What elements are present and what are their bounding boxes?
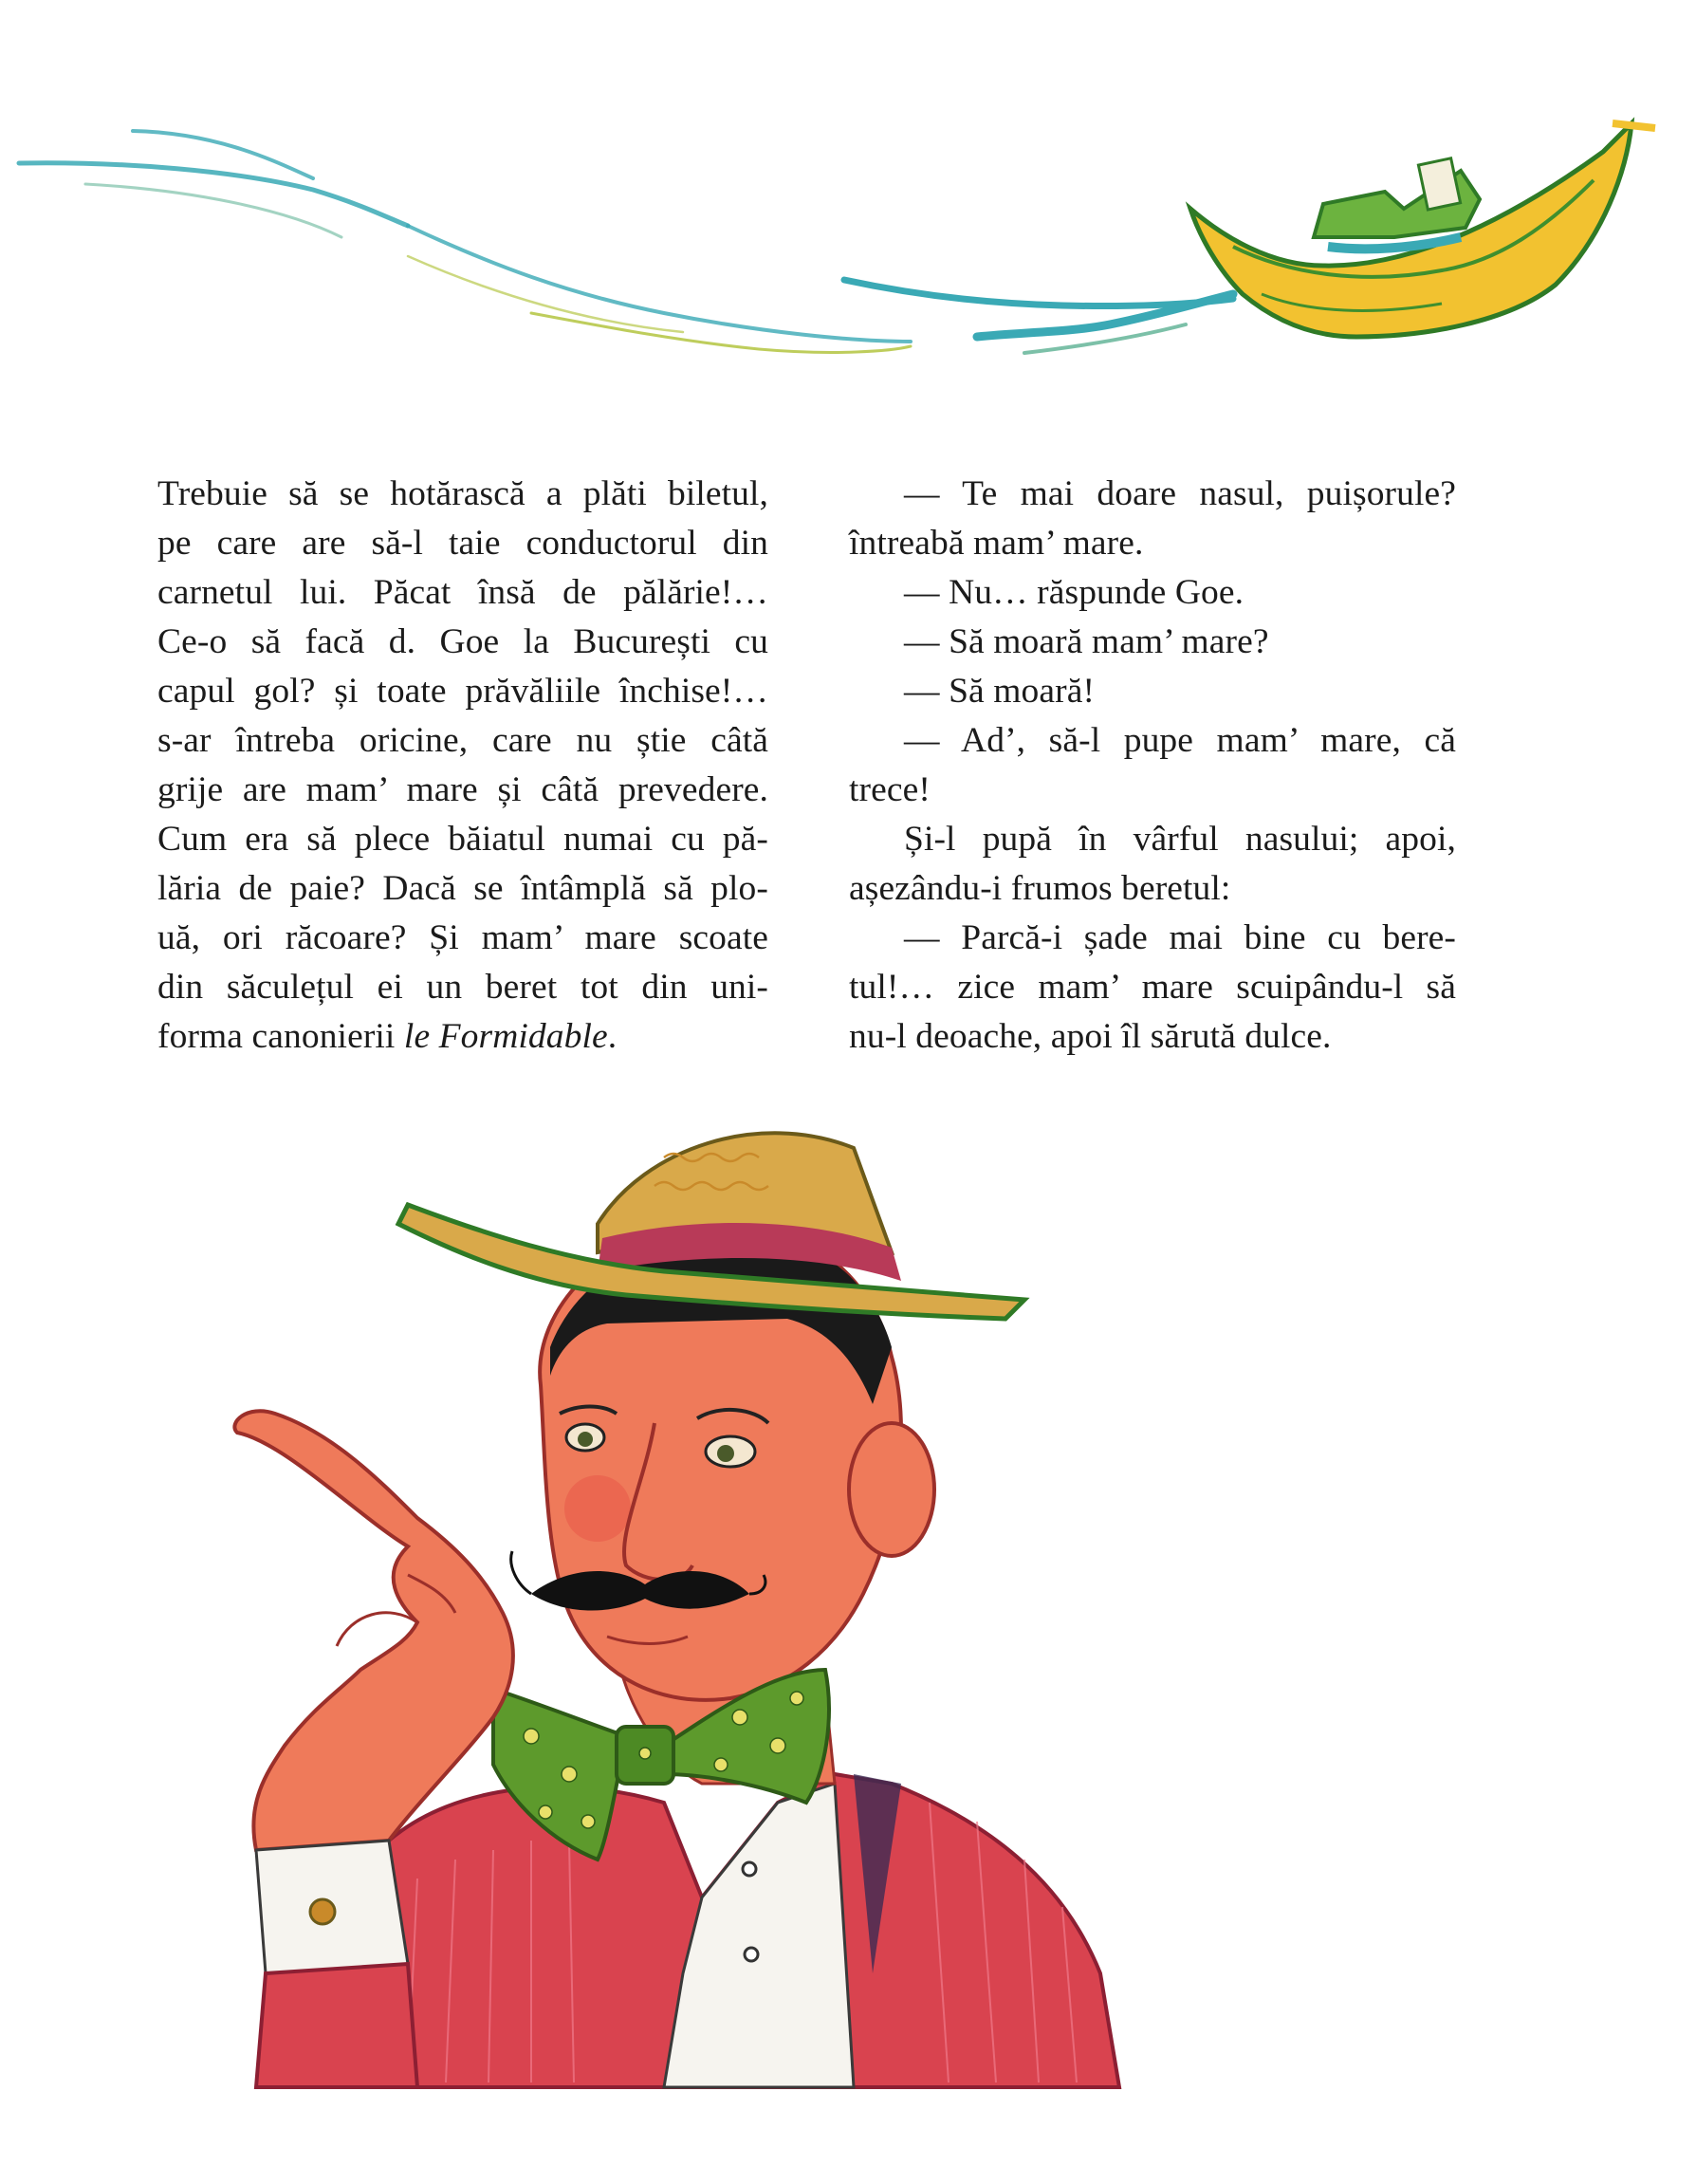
text-line: carnetul lui. Păcat însă de pălărie!… [157, 573, 768, 612]
dialogue-line: — Nu… răspunde Goe. [904, 573, 1244, 612]
boat-illustration [0, 104, 1696, 417]
ship-name-italic: le Formidable [403, 1017, 608, 1056]
dialogue-line: — Parcă-i șade mai bine cu bere- [904, 918, 1456, 957]
text-fragment: forma canonierii [157, 1017, 404, 1056]
text-line: capul gol? și toate prăvăliile închise!… [157, 672, 768, 711]
left-text-column [157, 470, 768, 1062]
dialogue-line: — Ad’, să-l pupe mam’ mare, că [904, 721, 1456, 760]
right-text-column [849, 470, 1456, 1062]
text-line: tul!… zice mam’ mare scuipându-l să [849, 968, 1456, 1007]
text-line: Și-l pupă în vârful nasului; apoi, [904, 820, 1456, 859]
text-line: așezându-i frumos beretul: [849, 869, 1231, 908]
text-line: Trebuie să se hotărască a plăti biletul, [157, 474, 768, 513]
text-fragment: . [607, 1017, 618, 1056]
text-line: Cum era să plece băiatul numai cu pă- [157, 820, 768, 859]
text-line: din săculețul ei un beret tot din uni- [157, 968, 768, 1007]
text-line: uă, ori răcoare? Și mam’ mare scoate [157, 918, 768, 957]
text-line: nu-l deoache, apoi îl sărută dulce. [849, 1017, 1332, 1056]
text-line: Ce-o să facă d. Goe la București cu [157, 622, 768, 661]
text-line: pe care are să-l taie conductorul din [157, 524, 768, 563]
text-line: lăria de paie? Dacă se întâmplă să plo- [157, 869, 768, 908]
text-line-last [157, 1012, 768, 1062]
dialogue-line: — Să moară mam’ mare? [904, 622, 1269, 661]
dialogue-line: — Te mai doare nasul, puișorule? [904, 474, 1456, 513]
man-illustration [171, 1120, 1404, 2106]
text-line: întreabă mam’ mare. [849, 524, 1144, 563]
dialogue-line: — Să moară! [904, 672, 1096, 711]
text-line: grije are mam’ mare și câtă prevedere. [157, 770, 768, 809]
text-line: trece! [849, 770, 931, 809]
text-line: s-ar întreba oricine, care nu știe câtă [157, 721, 768, 760]
